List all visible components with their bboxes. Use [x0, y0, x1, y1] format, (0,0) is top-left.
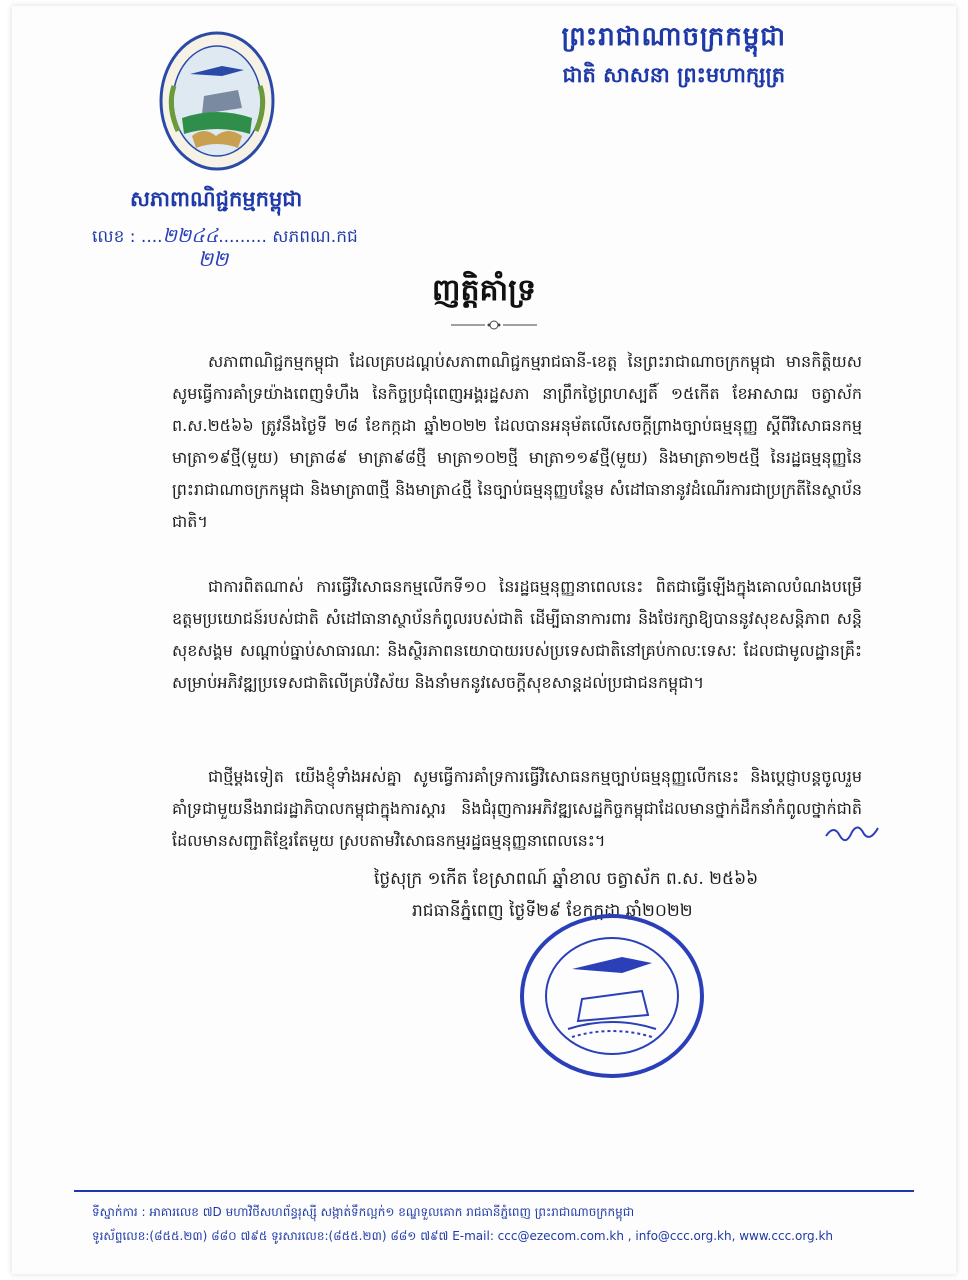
- reference-number: លេខ : ....២២៤៤......... សភពណ.កជ: [92, 225, 358, 247]
- footer-divider: [74, 1190, 914, 1192]
- paragraph-2: ជាការពិតណាស់ ការធ្វើវិសោធនកម្មលើកទី១០ នៃរដ្ឋធម្មនុញ្ញនាពេលនេះ ពិតជាធ្វើឡើងក្នុងគោលបំណងបម្រើឧត្តមប្រយោជន៍របស់ជាតិ សំដៅធានាស្ថាប័នកំពូលរបស់ជាតិ ដើម្បីធានាការពារ និងថែរក្សាឱ្យបាននូវសុខសន្តិភាព សន្តិសុខសង្គម សណ្ដាប់ធ្នាប់សាធារណៈ និងស្ថិរភាពនយោបាយរបស់ប្រទេសជាតិនៅគ្រប់កាលៈទេសៈ ដែលជាមូលដ្ឋានគ្រឹះសម្រាប់អភិវឌ្ឍប្រទេសជាតិលើគ្រប់វិស័យ និងនាំមកនូវសេចក្ដីសុខសាន្តដល់ប្រជាជនកម្ពុជា។: [172, 577, 862, 692]
- date-lunar: ថ្ងៃសុក្រ ១កើត ខែស្រាពណ៍ ឆ្នាំខាល ចត្វាស័ក ព.ស. ២៥៦៦: [374, 869, 759, 889]
- chamber-logo-icon: [152, 26, 282, 176]
- footer-contact: ទូរស័ព្ទលេខ:(៨៥៥.២៣) ៨៨០ ៧៩៥ ទូរសារលេខ:(៨៥៥.២៣) ៨៨១ ៧៩៧ E-mail: ccc@ezecom.com.kh , info@ccc.org.kh, www.ccc.org.kh: [92, 1229, 834, 1243]
- ref-label: លេខ :: [92, 227, 136, 247]
- paragraph-1: សភាពាណិជ្ជកម្មកម្ពុជា ដែលគ្របដណ្ដប់សភាពាណិជ្ជកម្មរាជធានី-ខេត្ត នៃព្រះរាជាណាចក្រកម្ពុជា មានកិត្តិយសសូមធ្វើការគាំទ្រយ៉ាងពេញទំហឹង នៃកិច្ចប្រជុំពេញអង្គរដ្ឋសភា នាព្រឹកថ្ងៃព្រហស្បតិ៍ ១៥កើត ខែអាសាឍ ចត្វាស័ក ព.ស.២៥៦៦ ត្រូវនឹងថ្ងៃទី ២៨ ខែកក្កដា ឆ្នាំ២០២២ ដែលបានអនុម័តលើសេចក្ដីព្រាងច្បាប់ធម្មនុញ្ញ ស្ដីពីវិសោធនកម្មមាត្រា១៩ថ្មី(មួយ) មាត្រា៨៩ មាត្រា៩៨ថ្មី មាត្រា១០២ថ្មី មាត្រា១១៩ថ្មី(មួយ) និងមាត្រា១២៥ថ្មី នៃរដ្ឋធម្មនុញ្ញនៃព្រះរាជាណាចក្រកម្ពុជា និងមាត្រា៣ថ្មី និងមាត្រា៤ថ្មី នៃច្បាប់ធម្មនុញ្ញបន្ថែម សំដៅធានានូវដំណើរការជាប្រក្រតីនៃស្ថាប័នជាតិ។: [172, 352, 862, 531]
- org-name: សភាពាណិជ្ជកម្មកម្ពុជា: [130, 186, 303, 211]
- national-motto: ជាតិ សាសនា ព្រះមហាក្សត្រ: [562, 62, 786, 87]
- ref-suffix: សភពណ.កជ: [272, 227, 358, 247]
- document-page: [12, 6, 956, 1274]
- date-solar: រាជធានីភ្នំពេញ ថ្ងៃទី២៩ ខែកក្កដា ឆ្នាំ២០២២: [412, 901, 693, 921]
- chamber-seal-icon: [512, 911, 712, 1081]
- kingdom-header: [562, 20, 786, 93]
- ornament-divider-icon: [449, 318, 539, 332]
- footer-address: ទីស្នាក់ការ : អាគារលេខ ៧D មហាវិថីសហព័ន្ធរុស្ស៊ី សង្កាត់ទឹកល្អក់១ ខណ្ឌទួលគោក រាជធានីភ្នំពេញ ព្រះរាជាណាចក្រកម្ពុជា: [92, 1205, 635, 1219]
- paragraph-3: ជាថ្មីម្ដងទៀត យើងខ្ញុំទាំងអស់គ្នា សូមធ្វើការគាំទ្រការធ្វើវិសោធនកម្មច្បាប់ធម្មនុញ្ញលើកនេះ និងប្ដេជ្ញាបន្តចូលរួមគាំទ្រជាមួយនឹងរាជរដ្ឋាភិបាលកម្ពុជាក្នុងការស្ដារ និងជំរុញការអភិវឌ្ឍសេដ្ឋកិច្ចកម្ពុជាដែលមានថ្នាក់ដឹកនាំកំពូលថ្នាក់ជាតិដែលមានសញ្ជាតិខ្មែរតែមួយ ស្របតាមវិសោធនកម្មរដ្ឋធម្មនុញ្ញនាពេលនេះ។: [172, 767, 862, 850]
- kingdom-title: ព្រះរាជាណាចក្រកម្ពុជា: [561, 22, 786, 52]
- ref-year: ២២: [198, 247, 229, 271]
- ref-number: ២២៤៤: [162, 225, 219, 247]
- signature-icon: [822, 818, 882, 848]
- document-title: ញត្តិគាំទ្រ: [431, 273, 537, 308]
